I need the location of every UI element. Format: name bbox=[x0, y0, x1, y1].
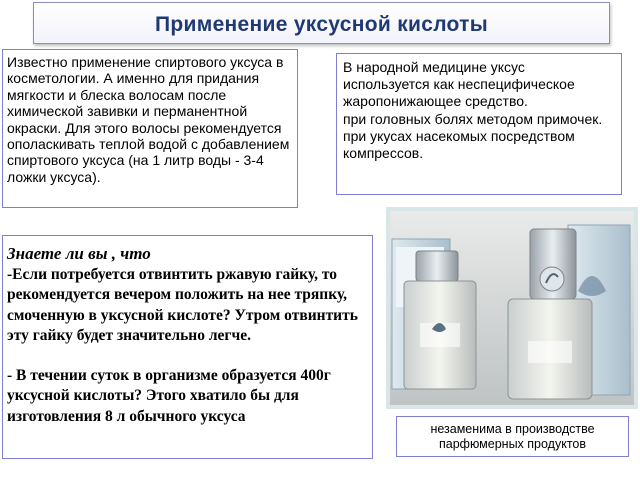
did-you-know-heading: Знаете ли вы , что bbox=[7, 244, 151, 263]
cosmetology-text-box bbox=[2, 49, 298, 208]
perfume-bottles-illustration bbox=[390, 211, 634, 405]
folk-medicine-line-2: при головных болях методом примочек. bbox=[343, 110, 603, 127]
fact-rusty-nut: -Если потребуется отвинтить ржавую гайку, то рекомендуется вечером положить на нее тряпку, смоченную в уксусной кислоте? Утром отвинтить эту гайку будет значительно легче. bbox=[7, 265, 358, 344]
photo-caption-box bbox=[396, 416, 629, 457]
folk-medicine-line-1: В народной медицине уксус используется как неспецифическое жаропонижающее средство. bbox=[343, 59, 575, 110]
page-title: Применение уксусной кислоты bbox=[155, 13, 488, 36]
folk-medicine-line-3: при укусах насекомых посредством компрессов. bbox=[343, 127, 575, 162]
perfume-bottles-photo bbox=[386, 207, 638, 409]
photo-caption: незаменима в производстве парфюмерных продуктов bbox=[430, 422, 595, 451]
folk-medicine-box bbox=[336, 53, 622, 195]
title-banner bbox=[33, 2, 610, 44]
fact-acetic-acid-body: - В течении суток в организме образуется 400г уксусной кислоты? Этого хватило бы для изготовления 8 л обычного уксуса bbox=[7, 366, 331, 425]
cosmetology-text: Известно применение спиртового уксуса в косметологии. А именно для придания мягкости и блеска волосам после химической завивки и перманентной окраски. Для этого волосы рекомендуется ополаскивать теплой водой с добавлением спиртового уксуса (на 1 литр воды - 3-4 ложки уксуса). bbox=[7, 54, 290, 185]
did-you-know-box bbox=[2, 235, 373, 459]
